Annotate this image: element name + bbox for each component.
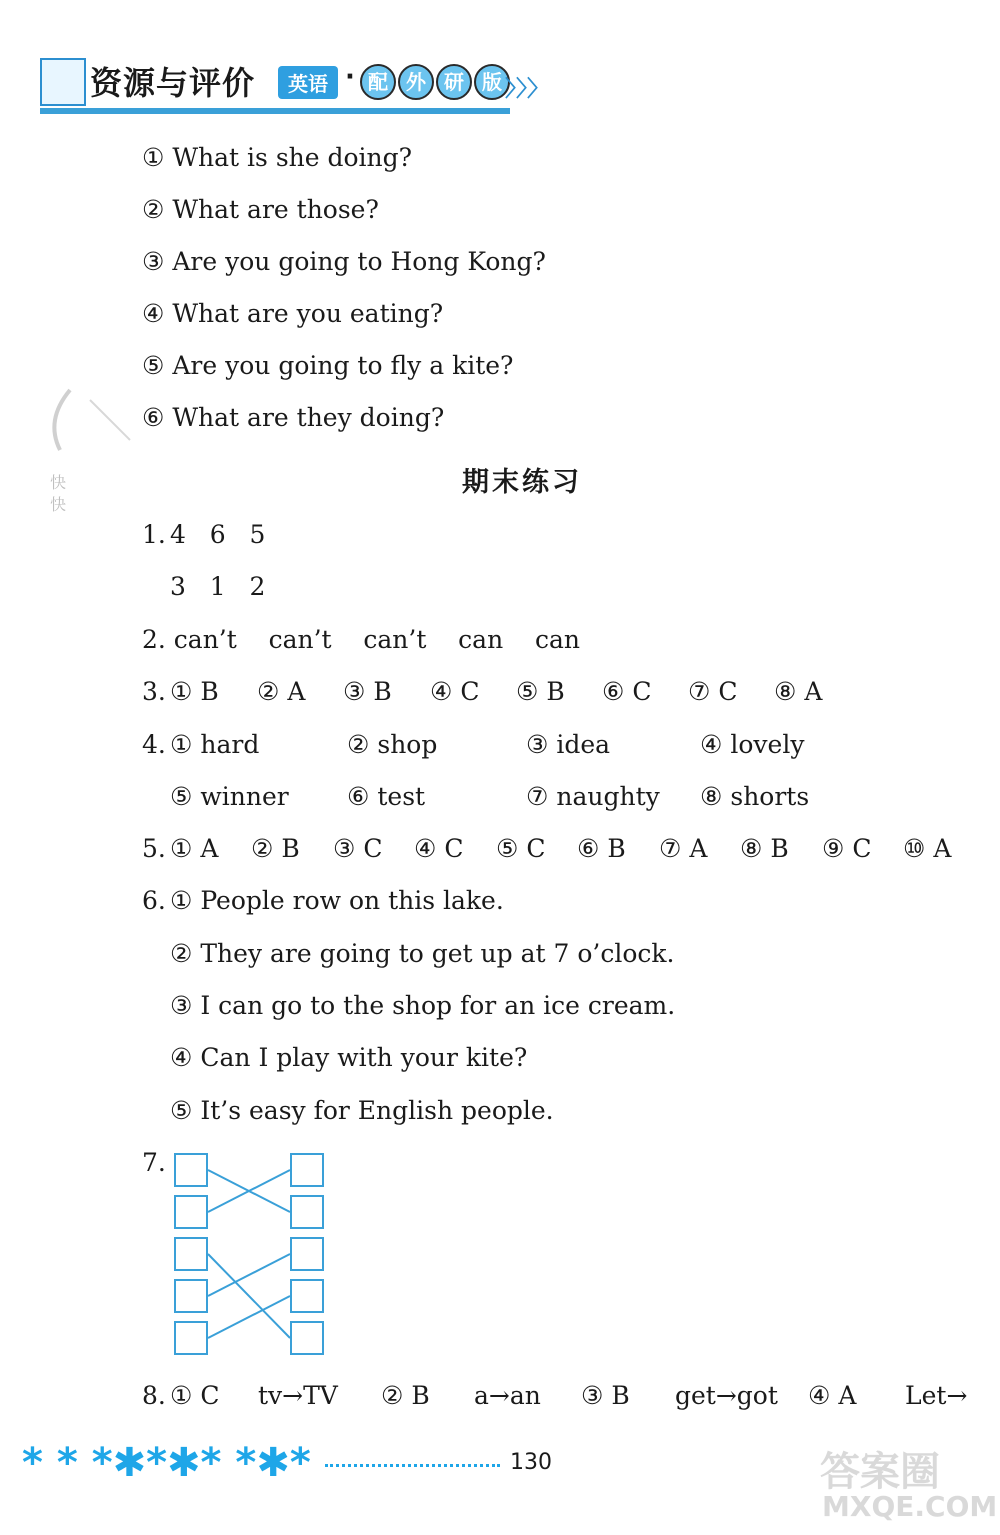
match-line <box>208 1254 290 1338</box>
match-line <box>208 1254 290 1296</box>
edition-char: 外 <box>398 64 434 100</box>
q6-item: ② They are going to get up at 7 o’clock. <box>170 939 675 968</box>
q5-item: ⑦ A <box>659 834 708 863</box>
q5-item: ⑧ B <box>740 834 789 863</box>
answer-line: ⑥ What are they doing? <box>142 403 445 432</box>
q8-item: tv→TV <box>258 1381 338 1410</box>
q3-item: ⑧ A <box>774 677 823 706</box>
q8-item: ③ B <box>581 1381 630 1410</box>
q8-item: ① C <box>170 1381 220 1410</box>
q1-label: 1. <box>142 520 166 549</box>
answer-line: ① What is she doing? <box>142 143 413 172</box>
q6-item: ① People row on this lake. <box>170 886 504 915</box>
edition-char: 配 <box>360 64 396 100</box>
title-separator: · <box>345 62 355 92</box>
q4-item: ③ idea <box>526 730 611 759</box>
q4-item: ⑦ naughty <box>526 782 660 811</box>
dotted-leader <box>325 1464 500 1467</box>
edition-char: 研 <box>436 64 472 100</box>
subject-badge: 英语 <box>278 66 338 99</box>
q3-item: ⑦ C <box>688 677 738 706</box>
q7-label: 7. <box>142 1148 166 1177</box>
q5-item: ① A <box>170 834 219 863</box>
page-number: 130 <box>510 1450 552 1475</box>
side-note: 快 <box>50 495 67 514</box>
answer-line: ⑤ Are you going to fly a kite? <box>142 351 514 380</box>
q4-item: ⑤ winner <box>170 782 289 811</box>
q5-item: ⑩ A <box>903 834 952 863</box>
q5-item: ⑤ C <box>496 834 546 863</box>
answer-line: ③ Are you going to Hong Kong? <box>142 247 546 276</box>
q4-item: ⑥ test <box>347 782 426 811</box>
chevron-right-icon: 〉〉〉 <box>505 77 550 102</box>
section-title: 期末练习 <box>462 467 582 498</box>
q6-item: ④ Can I play with your kite? <box>170 1043 528 1072</box>
q5-item: ⑥ B <box>577 834 626 863</box>
q1-row1: 4 6 5 <box>170 520 266 549</box>
q3-label: 3. <box>142 677 166 706</box>
q8-label: 8. <box>142 1381 166 1410</box>
q5-item: ② B <box>251 834 300 863</box>
q8-item: ④ A <box>808 1381 857 1410</box>
q5-item: ③ C <box>333 834 383 863</box>
side-note: 快 <box>50 473 67 492</box>
q6-label: 6. <box>142 886 166 915</box>
q4-item: ④ lovely <box>700 730 805 759</box>
q5-label: 5. <box>142 834 166 863</box>
q6-item: ⑤ It’s easy for English people. <box>170 1096 554 1125</box>
q3-item: ④ C <box>430 677 480 706</box>
q2-answer: 2. can’t can’t can’t can can <box>142 625 580 654</box>
q5-item: ⑨ C <box>822 834 872 863</box>
q8-item: Let→ <box>905 1381 968 1410</box>
q8-item: a→an <box>474 1381 541 1410</box>
q8-item: ② B <box>381 1381 430 1410</box>
q3-item: ② A <box>257 677 306 706</box>
q3-item: ⑥ C <box>602 677 652 706</box>
q1-row2: 3 1 2 <box>170 572 266 601</box>
edition-char: 版 <box>474 64 510 100</box>
q6-item: ③ I can go to the shop for an ice cream. <box>170 991 676 1020</box>
q3-item: ⑤ B <box>516 677 565 706</box>
book-title: 资源与评价 <box>90 64 256 102</box>
watermark-logo: 答案圈 <box>820 1449 940 1495</box>
q3-item: ① B <box>170 677 219 706</box>
q5-item: ④ C <box>414 834 464 863</box>
answer-line: ② What are those? <box>142 195 379 224</box>
star-decoration-icon: * * *✱*✱* *✱* <box>22 1440 311 1486</box>
watermark-url: MXQE.COM <box>822 1490 998 1523</box>
match-line <box>208 1296 290 1338</box>
q4-item: ⑧ shorts <box>700 782 810 811</box>
answer-line: ④ What are you eating? <box>142 299 444 328</box>
q3-item: ③ B <box>343 677 392 706</box>
q4-item: ② shop <box>347 730 438 759</box>
q8-item: get→got <box>675 1381 778 1410</box>
q4-label: 4. <box>142 730 166 759</box>
q4-item: ① hard <box>170 730 260 759</box>
